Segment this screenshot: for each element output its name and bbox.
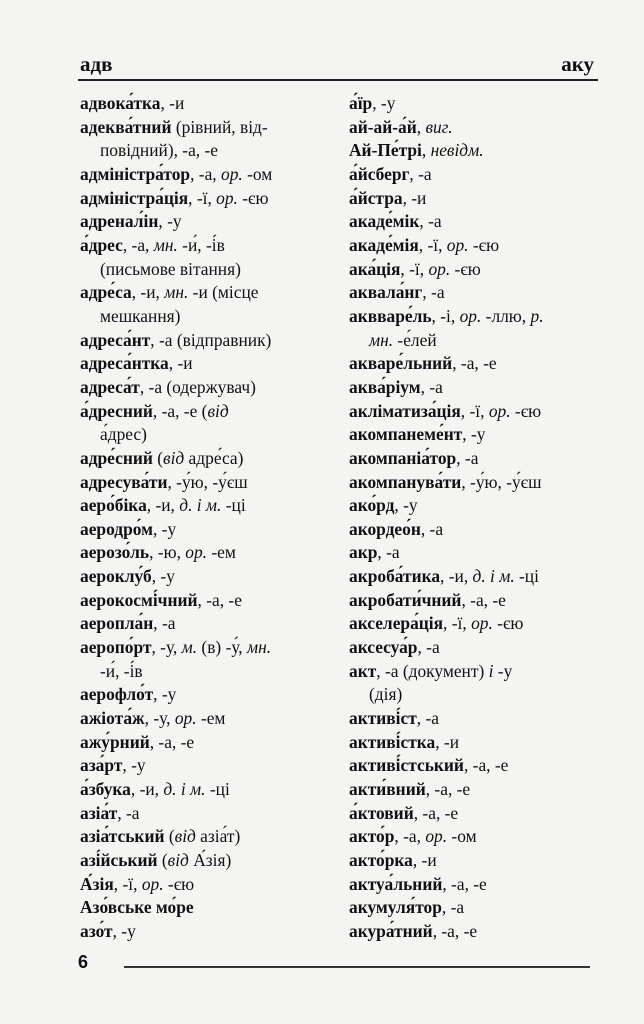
grammar-note: , -и, xyxy=(131,282,165,303)
headword: А́зія xyxy=(80,873,114,894)
italic-label: і xyxy=(488,660,494,681)
dictionary-entry xyxy=(80,612,342,636)
dictionary-entry xyxy=(80,163,342,187)
grammar-note: , -ї, xyxy=(443,613,472,634)
headword: аквваре́ль xyxy=(349,305,432,326)
grammar-note: , -а, -е xyxy=(463,755,509,776)
dictionary-entry xyxy=(349,423,599,447)
headword: активі́стка xyxy=(349,731,436,752)
grammar-note: -ом xyxy=(447,826,477,847)
headword: адреса́нт xyxy=(80,329,151,350)
grammar-note: , -у xyxy=(462,424,486,445)
dictionary-entry xyxy=(349,258,599,282)
italic-label: д. і м. xyxy=(163,779,206,800)
headword: акроба́тика xyxy=(349,566,441,587)
headword: адре́сний xyxy=(80,447,153,468)
headword: а́збука xyxy=(80,779,131,800)
dictionary-entry xyxy=(349,660,599,684)
dictionary-entry xyxy=(349,116,599,140)
grammar-note: , -у, xyxy=(151,637,182,658)
header-rule xyxy=(78,79,598,81)
grammar-note: , -у xyxy=(153,684,177,705)
grammar-note: , -ї, xyxy=(418,234,447,255)
grammar-note: , -а xyxy=(419,211,442,232)
grammar-note: , -а, -е xyxy=(442,873,487,894)
headword: Азо́вське мо́ре xyxy=(80,897,194,918)
dictionary-entry xyxy=(349,849,599,873)
grammar-note: , -а, -е xyxy=(452,353,497,374)
continuation-text: (письмове вітання) xyxy=(100,258,241,279)
dictionary-entry xyxy=(80,707,342,731)
italic-label: ор. xyxy=(459,305,482,326)
grammar-note: (рівний, від- xyxy=(171,116,268,137)
grammar-note: , -и, xyxy=(440,566,473,587)
dictionary-entry xyxy=(349,802,599,826)
italic-label: ор. xyxy=(488,400,511,421)
dictionary-entry xyxy=(349,400,599,424)
dictionary-entry xyxy=(349,707,599,731)
grammar-note: , -у xyxy=(122,755,146,776)
dictionary-entry xyxy=(80,400,342,424)
italic-label: мн. xyxy=(164,282,189,303)
grammar-note: , -и, xyxy=(130,779,164,800)
grammar-note: , -а (документ) xyxy=(376,660,489,681)
dictionary-entry xyxy=(80,731,342,755)
grammar-note: , -і, xyxy=(431,305,460,326)
dictionary-entry xyxy=(80,187,342,211)
grammar-note: -у xyxy=(493,660,513,681)
headword: адвока́тка xyxy=(80,93,161,113)
grammar-note: , -а xyxy=(422,282,445,303)
headword: аеропо́рт xyxy=(80,637,152,658)
dictionary-entry xyxy=(80,210,342,234)
grammar-note: -ом xyxy=(242,163,273,184)
grammar-note: -и́, -і́в xyxy=(177,234,225,255)
grammar-note: (в) -у́, xyxy=(197,637,248,658)
italic-label: від xyxy=(207,400,229,421)
headword: адеква́тний xyxy=(80,116,172,137)
dictionary-entry xyxy=(80,636,342,660)
grammar-note: , -а, -е xyxy=(197,589,242,610)
grammar-note: , -а xyxy=(117,802,140,823)
grammar-note: , -и xyxy=(402,187,427,208)
italic-label: мн. xyxy=(153,234,178,255)
continuation-rest: -е́лей xyxy=(393,329,437,350)
grammar-note: , xyxy=(416,116,426,137)
header-first-word: адв xyxy=(80,52,113,76)
grammar-note: , -ю, xyxy=(149,542,186,563)
grammar-note: , -а, xyxy=(394,826,426,847)
dictionary-entry xyxy=(80,234,342,258)
grammar-note: , -а xyxy=(416,708,439,729)
dictionary-entry xyxy=(349,305,599,329)
footer-rule xyxy=(124,966,590,968)
grammar-note: -и (місце xyxy=(188,282,259,303)
headword: акселера́ція xyxy=(349,613,444,634)
headword: акаде́мік xyxy=(349,211,420,232)
headword: а́дрес xyxy=(80,234,123,255)
dictionary-entry xyxy=(349,896,599,920)
headword: адреса́нтка xyxy=(80,353,169,374)
grammar-note: , -и xyxy=(168,353,193,374)
headword: аерозо́ль xyxy=(80,542,150,563)
continuation-text: -и́, -і́в xyxy=(100,660,143,681)
dictionary-entry xyxy=(349,518,599,542)
dictionary-entry xyxy=(349,471,599,495)
headword: акр xyxy=(349,542,378,563)
headword: а́їр xyxy=(349,93,373,113)
headword: акти́вний xyxy=(349,779,426,800)
grammar-note: , -а, -е xyxy=(461,589,506,610)
dictionary-entry xyxy=(349,825,599,849)
grammar-note: -ем xyxy=(207,542,236,563)
grammar-note: , -а, -е xyxy=(432,920,478,941)
grammar-note: , -а xyxy=(456,447,479,468)
continuation-text: мешкання) xyxy=(100,305,181,326)
headword: акробати́чний xyxy=(349,589,462,610)
dictionary-entry xyxy=(349,163,599,187)
grammar-note: , -у́ю, -у́єш xyxy=(461,471,542,492)
headword: акто́р xyxy=(349,826,395,847)
headword: акура́тний xyxy=(349,920,433,941)
headword: а́ктовий xyxy=(349,802,414,823)
grammar-note: -єю xyxy=(492,613,524,634)
grammar-note: , -и xyxy=(412,850,437,870)
page-number: 6 xyxy=(78,952,89,972)
dictionary-entry xyxy=(349,873,599,897)
grammar-note: , -а, xyxy=(190,163,221,184)
headword: акумуля́тор xyxy=(349,897,442,918)
italic-label: ор. xyxy=(174,708,197,729)
headword: активі́ст xyxy=(349,708,417,729)
grammar-note: , -у́ю, -у́єш xyxy=(167,471,248,492)
grammar-note: , -у xyxy=(152,518,177,539)
grammar-note: -єю xyxy=(163,873,195,894)
entry-continuation xyxy=(80,660,342,684)
dictionary-entry xyxy=(80,376,342,400)
italic-label: ор. xyxy=(471,613,493,634)
dictionary-entry xyxy=(80,281,342,305)
headword: Ай-Пе́трі xyxy=(349,140,422,161)
entry-continuation xyxy=(349,329,599,353)
grammar-note: , -а xyxy=(153,613,176,634)
running-header xyxy=(78,52,598,78)
grammar-note: , -у xyxy=(112,920,136,941)
headword: ай-ай-а́й xyxy=(349,116,417,137)
continuation-text: (дія) xyxy=(369,684,403,705)
headword: адре́са xyxy=(80,282,132,303)
dictionary-entry xyxy=(349,920,599,944)
grammar-note: -ці xyxy=(221,495,246,516)
italic-label: ор. xyxy=(141,873,164,894)
dictionary-entry xyxy=(80,329,342,353)
italic-label: невідм. xyxy=(430,140,484,161)
grammar-note: , -ї, xyxy=(400,258,429,279)
dictionary-entry xyxy=(349,210,599,234)
grammar-note: -єю xyxy=(450,258,481,279)
headword: адресува́ти xyxy=(80,471,168,492)
grammar-note: адре́са) xyxy=(184,447,244,468)
grammar-note: , -ї, xyxy=(113,873,142,894)
dictionary-entry xyxy=(80,518,342,542)
header-last-word: аку xyxy=(561,52,594,76)
dictionary-entry xyxy=(349,778,599,802)
grammar-note: ( xyxy=(164,826,175,847)
italic-label: від xyxy=(174,826,196,847)
headword: аеродро́м xyxy=(80,518,153,539)
headword: адміністра́ція xyxy=(80,187,189,208)
entry-continuation xyxy=(80,305,342,329)
dictionary-entry xyxy=(80,494,342,518)
grammar-note: , -и xyxy=(160,93,185,113)
grammar-note: , -а xyxy=(420,518,444,539)
grammar-note: , -а (відправник) xyxy=(150,329,272,350)
grammar-note: , -а, -е xyxy=(413,802,459,823)
headword: адміністра́тор xyxy=(80,163,191,184)
grammar-note: -ем xyxy=(196,708,226,729)
grammar-note: азіа́т) xyxy=(195,826,241,847)
dictionary-entry xyxy=(80,754,342,778)
headword: ажу́рний xyxy=(80,731,150,752)
grammar-note: , -а, xyxy=(122,234,154,255)
italic-label: д. і м. xyxy=(472,566,515,587)
entry-continuation xyxy=(80,423,342,447)
dictionary-entry xyxy=(80,802,342,826)
grammar-note: , -а, -е xyxy=(149,731,195,752)
headword: акваре́льний xyxy=(349,353,453,374)
dictionary-entry xyxy=(349,352,599,376)
headword: акаде́мія xyxy=(349,234,419,255)
dictionary-entry xyxy=(80,565,342,589)
headword: акомпанеме́нт xyxy=(349,424,463,445)
dictionary-entry xyxy=(80,896,342,920)
dictionary-entry xyxy=(80,683,342,707)
headword: акордео́н xyxy=(349,518,421,539)
headword: аква́ріум xyxy=(349,376,421,397)
headword: аксесуа́р xyxy=(349,637,418,658)
entry-continuation xyxy=(80,258,342,282)
grammar-note: , -а xyxy=(420,376,443,397)
grammar-note: , -ї, xyxy=(460,400,489,421)
italic-label: м. xyxy=(181,637,198,658)
headword: азіа́т xyxy=(80,802,118,823)
grammar-note: , -а xyxy=(409,163,432,184)
grammar-note: , -и xyxy=(435,731,460,752)
dictionary-entry xyxy=(80,541,342,565)
dictionary-entry xyxy=(80,447,342,471)
dictionary-entry xyxy=(349,376,599,400)
dictionary-entry xyxy=(349,447,599,471)
italic-label: р. xyxy=(530,305,544,326)
dictionary-entry xyxy=(349,92,599,116)
headword: акомпаніа́тор xyxy=(349,447,457,468)
dictionary-entry xyxy=(349,754,599,778)
grammar-note: , -у xyxy=(372,93,396,113)
grammar-note: -єю xyxy=(237,187,269,208)
dictionary-entry xyxy=(80,352,342,376)
grammar-note: , -а (одержувач) xyxy=(139,376,256,397)
headword: а́йстра xyxy=(349,187,403,208)
dictionary-entry xyxy=(349,565,599,589)
dictionary-entry xyxy=(349,234,599,258)
grammar-note: -єю xyxy=(510,400,542,421)
continuation-text: а́дрес) xyxy=(100,424,147,445)
entry-continuation xyxy=(80,139,342,163)
headword: ака́ція xyxy=(349,258,401,279)
grammar-note: , -а xyxy=(441,897,465,918)
dictionary-entry xyxy=(80,92,342,116)
grammar-note: ( xyxy=(152,447,164,468)
headword: а́дресний xyxy=(80,400,153,421)
dictionary-entry xyxy=(80,778,342,802)
italic-label: виг. xyxy=(425,116,453,137)
italic-label: ор. xyxy=(185,542,208,563)
headword: аероклу́б xyxy=(80,566,152,587)
grammar-note: -єю xyxy=(468,234,500,255)
headword: адренал́ін xyxy=(80,211,159,232)
headword: актуа́льний xyxy=(349,873,443,894)
dictionary-entry xyxy=(80,920,342,944)
dictionary-entry xyxy=(349,541,599,565)
headword: акт xyxy=(349,660,377,681)
dictionary-entry xyxy=(349,612,599,636)
grammar-note: А́зія) xyxy=(188,850,232,870)
italic-label: ор. xyxy=(428,258,451,279)
grammar-note: , -у xyxy=(394,495,418,516)
italic-label: від xyxy=(163,447,185,468)
dictionary-entry xyxy=(349,636,599,660)
headword: акто́рка xyxy=(349,850,413,870)
headword: акліматиза́ція xyxy=(349,400,461,421)
italic-label: д. і м. xyxy=(179,495,222,516)
italic-label: від xyxy=(167,850,189,870)
headword: азо́т xyxy=(80,920,113,941)
headword: акомпанува́ти xyxy=(349,471,462,492)
headword: а́йсберг xyxy=(349,163,410,184)
headword: азі́йський xyxy=(80,850,158,870)
dictionary-entry xyxy=(349,731,599,755)
italic-label: ор. xyxy=(216,187,238,208)
grammar-note: , -а, -е ( xyxy=(152,400,208,421)
grammar-note: , -ї, xyxy=(188,187,217,208)
grammar-note: , -а xyxy=(417,637,440,658)
italic-label: ор. xyxy=(221,163,243,184)
grammar-note: , -у xyxy=(151,566,175,587)
continuation-text: мн. xyxy=(369,329,394,350)
headword: аквала́нг xyxy=(349,282,423,303)
dictionary-entry xyxy=(80,589,342,613)
dictionary-entry xyxy=(349,281,599,305)
headword: ако́рд xyxy=(349,495,395,516)
headword: аерофло́т xyxy=(80,684,154,705)
grammar-note: ( xyxy=(157,850,168,870)
dictionary-entry xyxy=(80,849,342,873)
headword: адреса́т xyxy=(80,376,140,397)
dictionary-entry xyxy=(349,494,599,518)
italic-label: мн. xyxy=(247,637,272,658)
right-column xyxy=(349,92,599,944)
left-column xyxy=(80,92,342,944)
grammar-note: , -а xyxy=(377,542,400,563)
entry-continuation xyxy=(349,683,599,707)
grammar-note: , xyxy=(421,140,431,161)
dictionary-entry xyxy=(349,589,599,613)
headword: активі́стський xyxy=(349,755,464,776)
dictionary-entry xyxy=(80,873,342,897)
grammar-note: -ці xyxy=(514,566,539,587)
grammar-note: , -и, xyxy=(146,495,180,516)
headword: аеро́біка xyxy=(80,495,147,516)
dictionary-entry xyxy=(349,139,599,163)
grammar-note: , -у, xyxy=(144,708,175,729)
grammar-note: -ці xyxy=(205,779,230,800)
italic-label: ор. xyxy=(425,826,448,847)
dictionary-entry xyxy=(349,187,599,211)
headword: аеропла́н xyxy=(80,613,154,634)
dictionary-entry xyxy=(80,116,342,140)
grammar-note: -ллю, xyxy=(481,305,531,326)
headword: азіа́тський xyxy=(80,826,165,847)
dictionary-entry xyxy=(80,471,342,495)
continuation-text: повідний), -а, -е xyxy=(100,140,219,161)
headword: аза́рт xyxy=(80,755,123,776)
grammar-note: , -у xyxy=(158,211,182,232)
italic-label: ор. xyxy=(446,234,469,255)
grammar-note: , -а, -е xyxy=(425,779,471,800)
headword: аерокосмі́чний xyxy=(80,589,198,610)
dictionary-entry xyxy=(80,825,342,849)
page-footer xyxy=(78,952,598,980)
headword: ажіота́ж xyxy=(80,708,145,729)
